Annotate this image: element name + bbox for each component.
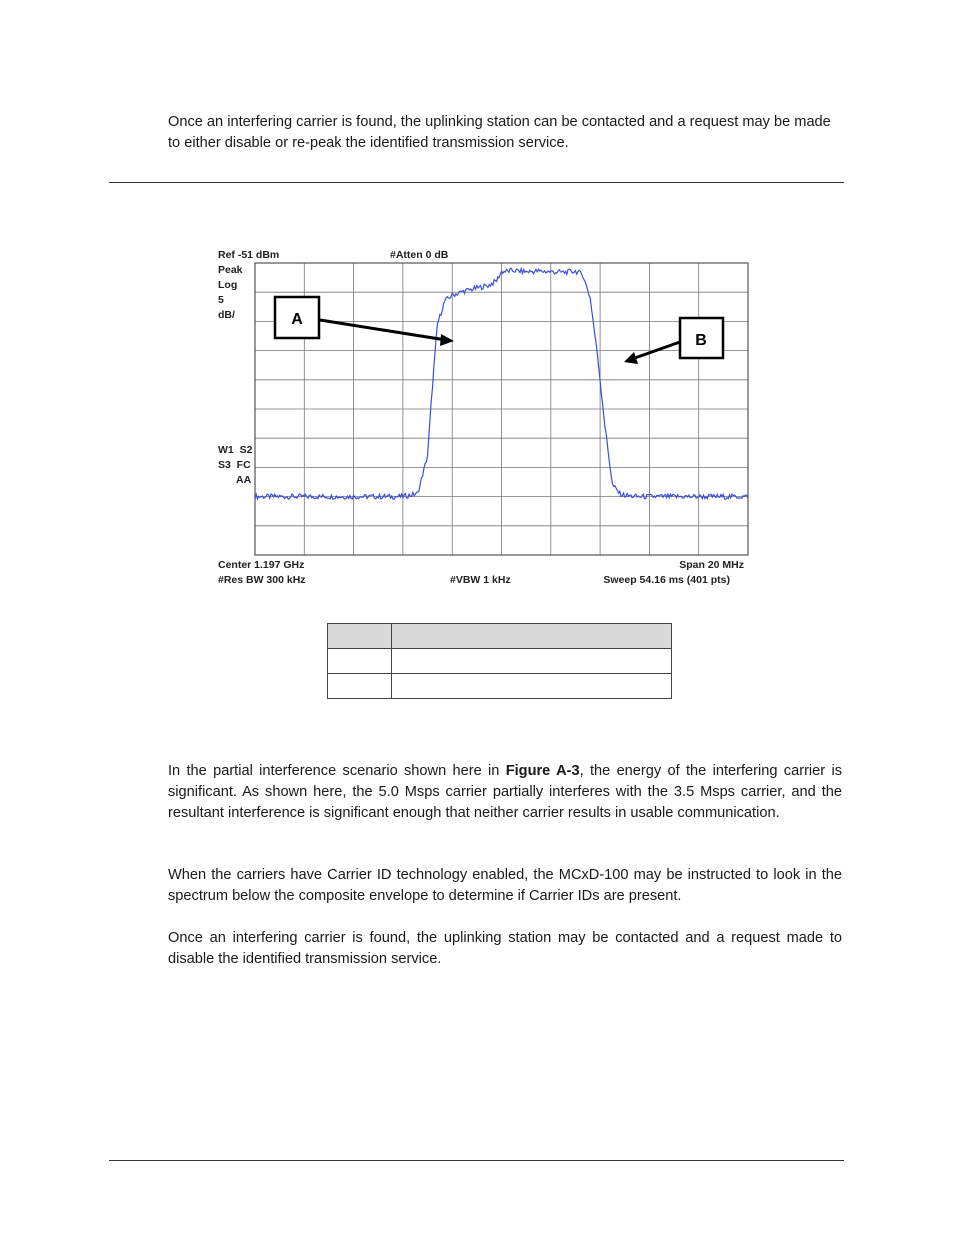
callout-b-label: B	[695, 332, 707, 349]
callout-a-label: A	[291, 311, 303, 328]
center-frequency-label: Center 1.197 GHz	[218, 559, 305, 571]
callout-a-arrow-line	[320, 320, 446, 340]
ref-level-label: Ref -51 dBm	[218, 249, 280, 261]
detector-label: Peak	[218, 264, 243, 276]
callout-b-arrowhead	[624, 352, 638, 364]
resolution-bandwidth-label: #Res BW 300 kHz	[218, 574, 306, 586]
sweep-label: Sweep 54.16 ms (401 pts)	[603, 574, 730, 586]
legend-cell	[392, 649, 672, 674]
figure-legend-table	[327, 623, 672, 699]
legend-cell	[392, 674, 672, 699]
plot-grid	[255, 263, 748, 555]
legend-header-row	[328, 624, 672, 649]
trace-mode-label-3: AA	[236, 474, 252, 486]
scale-unit-label: dB/	[218, 309, 235, 321]
body-paragraph-3: Once an interfering carrier is found, the uplinking station may be contacted and a request made to disable the identified transmission service.	[168, 930, 842, 967]
video-bandwidth-label: #VBW 1 kHz	[450, 574, 511, 586]
scale-value-label: 5	[218, 294, 224, 306]
figure-reference: Figure A-3	[505, 763, 580, 779]
table-row	[328, 649, 672, 674]
legend-header-cell	[392, 624, 672, 649]
trace-mode-label-1: W1 S2	[218, 444, 253, 456]
spectrum-analyzer-figure	[210, 240, 755, 590]
legend-header-cell	[328, 624, 392, 649]
scale-type-label: Log	[218, 279, 238, 291]
legend-cell	[328, 649, 392, 674]
body-paragraph-1	[168, 761, 842, 824]
table-row	[328, 674, 672, 699]
body-paragraph-1-text: In the partial interference scenario shown here in	[168, 763, 506, 779]
span-label: Span 20 MHz	[679, 559, 744, 571]
body-paragraph-2: When the carriers have Carrier ID technology enabled, the MCxD-100 may be instructed to look in the spectrum below the composite envelope to determine if Carrier IDs are present.	[168, 867, 842, 904]
body-paragraph-1-text: , the energy of the interfering carrier is significant. As shown here, the 5.0 Msps carrier partially interferes with the 3.5 Msps carrier, and the resultant interference is significant enough that neither carrier results in usable communication.	[168, 763, 843, 821]
section-divider-top	[109, 182, 844, 183]
trace-mode-label-2: S3 FC	[218, 459, 251, 471]
legend-cell	[328, 674, 392, 699]
footer-divider	[109, 1160, 844, 1161]
intro-paragraph: Once an interfering carrier is found, the uplinking station can be contacted and a request may be made to either disable or re-peak the identified transmission service.	[168, 114, 831, 151]
attenuation-label: #Atten 0 dB	[390, 249, 449, 261]
